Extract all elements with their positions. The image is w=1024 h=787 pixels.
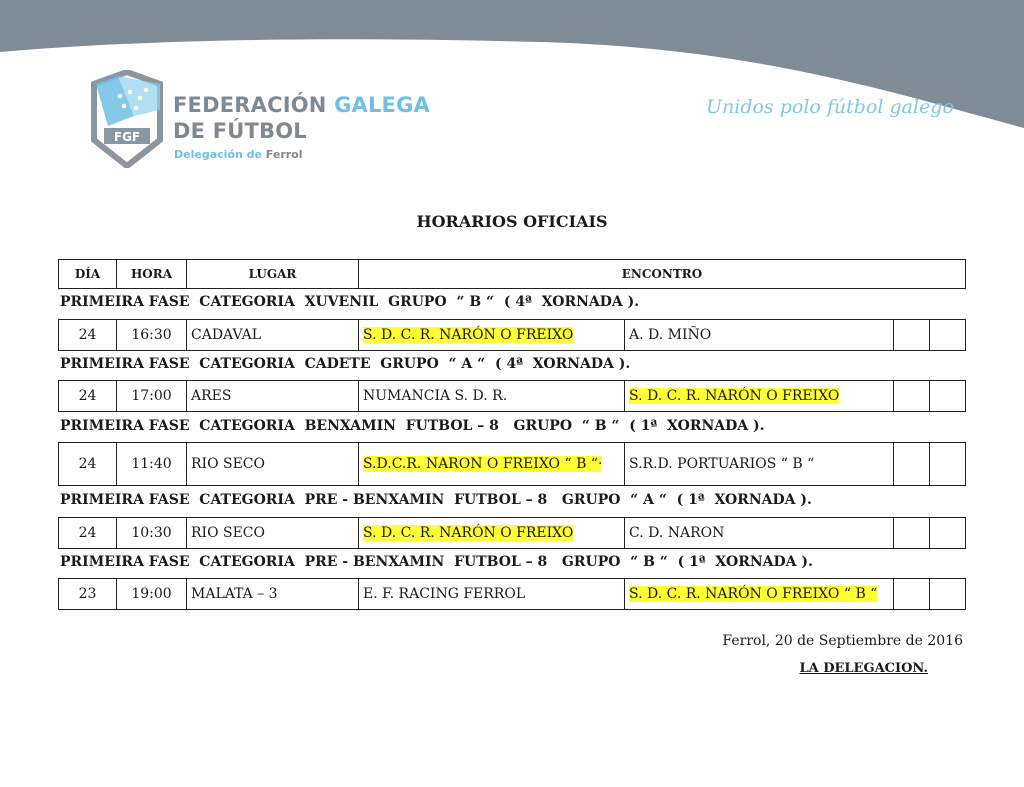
federation-name-line2: DE FÚTBOL [173, 119, 307, 143]
match-day: 24 [59, 381, 117, 412]
away-team-name: S. D. C. R. NARÓN O FREIXO “ B “ [629, 586, 878, 602]
match-day: 24 [59, 518, 117, 549]
match-away-team: S.R.D. PORTUARIOS “ B “ [625, 443, 894, 486]
empty-cell [894, 320, 930, 351]
match-time: 11:40 [117, 443, 187, 486]
empty-cell [930, 443, 966, 486]
home-team-name: S.D.C.R. NARON O FREIXO “ B “· [363, 456, 603, 472]
page-title: HORARIOS OFICIAIS [416, 212, 608, 231]
logo-text: FGF [113, 130, 141, 144]
empty-cell [894, 518, 930, 549]
empty-cell [894, 381, 930, 412]
empty-cell [930, 381, 966, 412]
schedule-header [58, 259, 966, 289]
match-venue: RIO SECO [187, 443, 359, 486]
section-heading: PRIMEIRA FASE CATEGORIA PRE - BENXAMIN FUTBOL – 8 GRUPO “ B “ ( 1ª XORNADA ). [60, 554, 813, 570]
column-header-time: HORA [117, 260, 187, 289]
date-line: Ferrol, 20 de Septiembre de 2016 [722, 633, 963, 649]
column-header-day: DÍA [59, 260, 117, 289]
match-home-team: NUMANCIA S. D. R. [359, 381, 625, 412]
match-home-team [359, 443, 625, 486]
empty-cell [930, 518, 966, 549]
match-time: 17:00 [117, 381, 187, 412]
empty-cell [930, 320, 966, 351]
match-away-team: C. D. NARON [625, 518, 894, 549]
fgf-logo-icon [88, 70, 166, 168]
federation-name-word1: FEDERACIÓN [173, 93, 335, 117]
home-team-name: S. D. C. R. NARÓN O FREIXO [363, 525, 574, 541]
delegation-prefix: Delegación de [174, 148, 266, 161]
match-time: 16:30 [117, 320, 187, 351]
empty-cell [930, 579, 966, 610]
match-venue: ARES [187, 381, 359, 412]
match-venue: RIO SECO [187, 518, 359, 549]
match-away-team [625, 579, 894, 610]
delegation-label [174, 148, 303, 161]
match-row [58, 442, 966, 486]
federation-name-word2: GALEGA [334, 93, 430, 117]
match-home-team [359, 518, 625, 549]
away-team-name: S. D. C. R. NARÓN O FREIXO [629, 388, 840, 404]
match-row [58, 380, 966, 412]
match-home-team: E. F. RACING FERROL [359, 579, 625, 610]
match-row [58, 517, 966, 549]
empty-cell [894, 443, 930, 486]
column-header-venue: LUGAR [187, 260, 359, 289]
match-day: 23 [59, 579, 117, 610]
column-header-match: ENCONTRO [359, 260, 966, 289]
slogan: Unidos polo fútbol galego [706, 96, 954, 118]
match-day: 24 [59, 443, 117, 486]
empty-cell [894, 579, 930, 610]
match-time: 19:00 [117, 579, 187, 610]
match-venue: CADAVAL [187, 320, 359, 351]
section-heading: PRIMEIRA FASE CATEGORIA PRE - BENXAMIN FUTBOL – 8 GRUPO “ A “ ( 1ª XORNADA ). [60, 492, 812, 508]
federation-name [173, 92, 430, 144]
match-time: 10:30 [117, 518, 187, 549]
section-heading: PRIMEIRA FASE CATEGORIA BENXAMIN FUTBOL – 8 GRUPO “ B “ ( 1ª XORNADA ). [60, 418, 765, 434]
match-home-team [359, 320, 625, 351]
home-team-name: S. D. C. R. NARÓN O FREIXO [363, 327, 574, 343]
delegation-city: Ferrol [265, 148, 303, 161]
match-away-team [625, 381, 894, 412]
match-venue: MALATA – 3 [187, 579, 359, 610]
match-away-team: A. D. MIÑO [625, 320, 894, 351]
signature: LA DELEGACION. [799, 661, 928, 676]
section-heading: PRIMEIRA FASE CATEGORIA CADETE GRUPO “ A “ ( 4ª XORNADA ). [60, 356, 631, 372]
match-day: 24 [59, 320, 117, 351]
match-row [58, 578, 966, 610]
section-heading: PRIMEIRA FASE CATEGORIA XUVENIL GRUPO “ B “ ( 4ª XORNADA ). [60, 294, 640, 310]
match-row [58, 319, 966, 351]
